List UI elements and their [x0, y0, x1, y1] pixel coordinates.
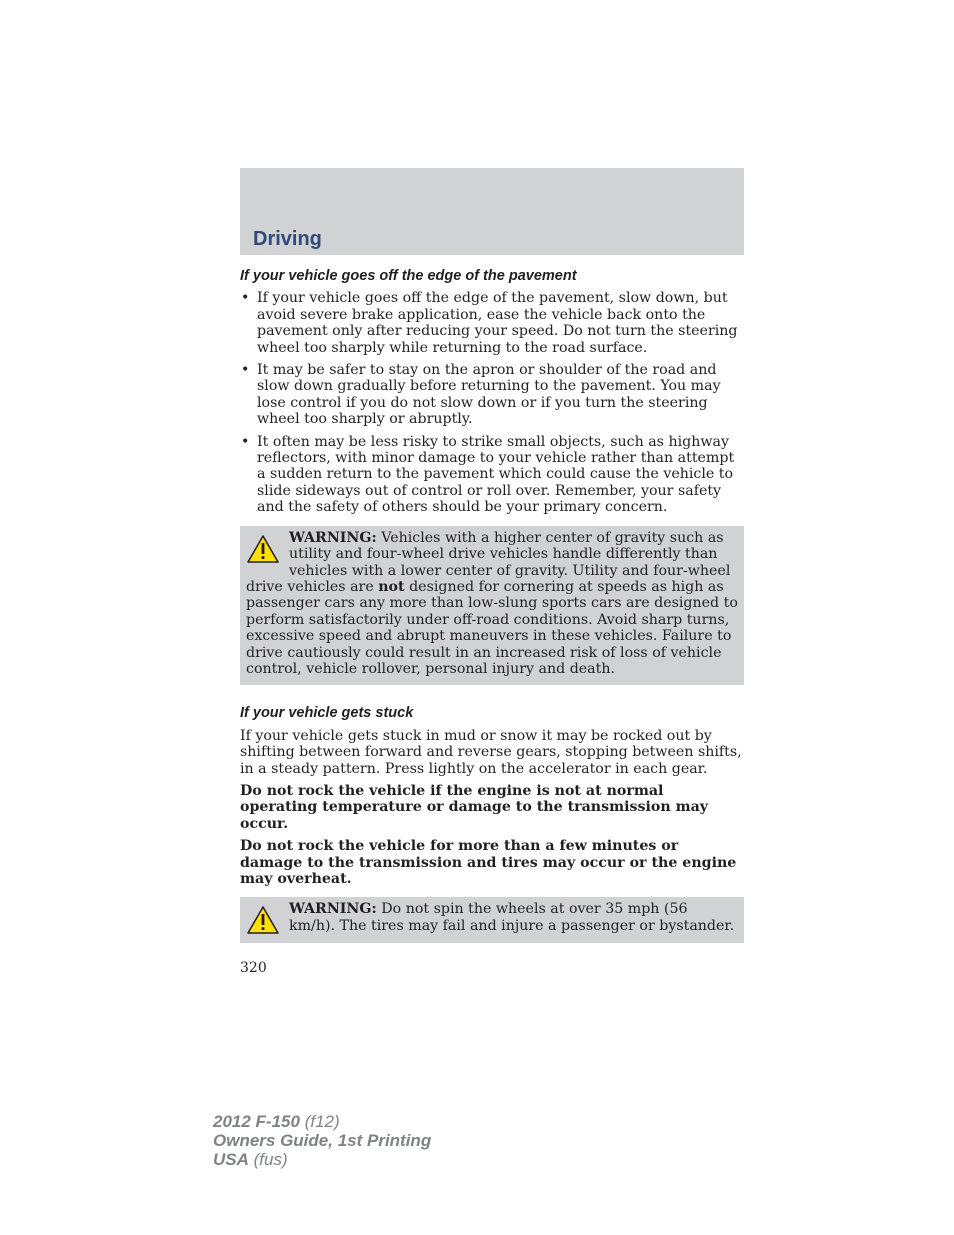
- footer-market: USA: [213, 1150, 249, 1169]
- footer-line-model: [213, 1112, 431, 1131]
- off-pavement-list: [240, 290, 744, 515]
- footer-model-code: (f12): [304, 1112, 340, 1131]
- list-item: • It may be safer to stay on the apron or shoulder of the road and slow down gradually before returning to the pavement. You may lose control if you do not slow down or if you turn the steering wheel too sharply or abruptly.: [240, 362, 744, 428]
- footer-line-market: [213, 1150, 431, 1169]
- footer-market-code: (fus): [253, 1150, 288, 1169]
- document-footer: [213, 1112, 431, 1169]
- warning-box-center-of-gravity: [240, 526, 744, 686]
- footer-guide: Owners Guide, 1st Printing: [213, 1131, 432, 1150]
- section-header-band: [240, 168, 744, 255]
- footer-model: 2012 F-150: [213, 1112, 300, 1131]
- heading-off-pavement: If your vehicle goes off the edge of the pavement: [240, 268, 577, 284]
- warning-label: WARNING:: [289, 529, 377, 546]
- warning-text-continued: designed for cornering at speeds as high as passenger cars any more than low-slung sports cars are designed to perform satisfactorily under off-road conditions. Avoid sharp turns, excessive speed and abrupt maneuvers in these vehicles. Failure to drive cautiously could result in an increased risk of loss of vehicle control, vehicle rollover, personal injury and death.: [246, 578, 738, 677]
- bold-note: Do not rock the vehicle if the engine is not at normal operating temperature or damage to the transmission may occur.: [240, 782, 709, 832]
- page-content: [240, 268, 744, 963]
- heading-gets-stuck: If your vehicle gets stuck: [240, 705, 414, 722]
- list-item: • It often may be less risky to strike small objects, such as highway reflectors, with minor damage to your vehicle rather than attempt a sudden return to the pavement which could cause the vehicle to slide sideways out of control or roll over. Remember, your safety and the safety of others should be your primary concern.: [240, 434, 744, 516]
- warning-box-wheel-spin: [240, 897, 744, 943]
- warning-text: Do not spin the wheels at over 35 mph (56 km/h). The tires may fail and injure a passenger or bystander.: [289, 901, 735, 934]
- warning-triangle-icon: [246, 534, 280, 564]
- warning-label: WARNING:: [289, 901, 377, 918]
- warning-emphasis: not: [378, 578, 405, 595]
- stuck-paragraph: If your vehicle gets stuck in mud or snow it may be rocked out by shifting between forward and reverse gears, stopping between shifts, in a steady pattern. Press lightly on the accelerator in each gear.: [240, 727, 742, 777]
- section-title: Driving: [253, 228, 322, 250]
- warning-text: Vehicles with a higher center of gravity such as utility and four-wheel drive vehicles handle differently than vehicles with a lower center of gravity. Utility and four-wheel drive vehicles are: [246, 529, 731, 595]
- list-item: • If your vehicle goes off the edge of the pavement, slow down, but avoid severe brake application, ease the vehicle back onto the pavement only after reducing your speed. Do not turn the steering wheel too sharply while returning to the road surface.: [240, 290, 744, 356]
- bold-note: Do not rock the vehicle for more than a few minutes or damage to the transmission and tires may occur or the engine may overheat.: [240, 838, 737, 887]
- page-number: 320: [240, 960, 267, 976]
- warning-triangle-icon: [246, 905, 280, 935]
